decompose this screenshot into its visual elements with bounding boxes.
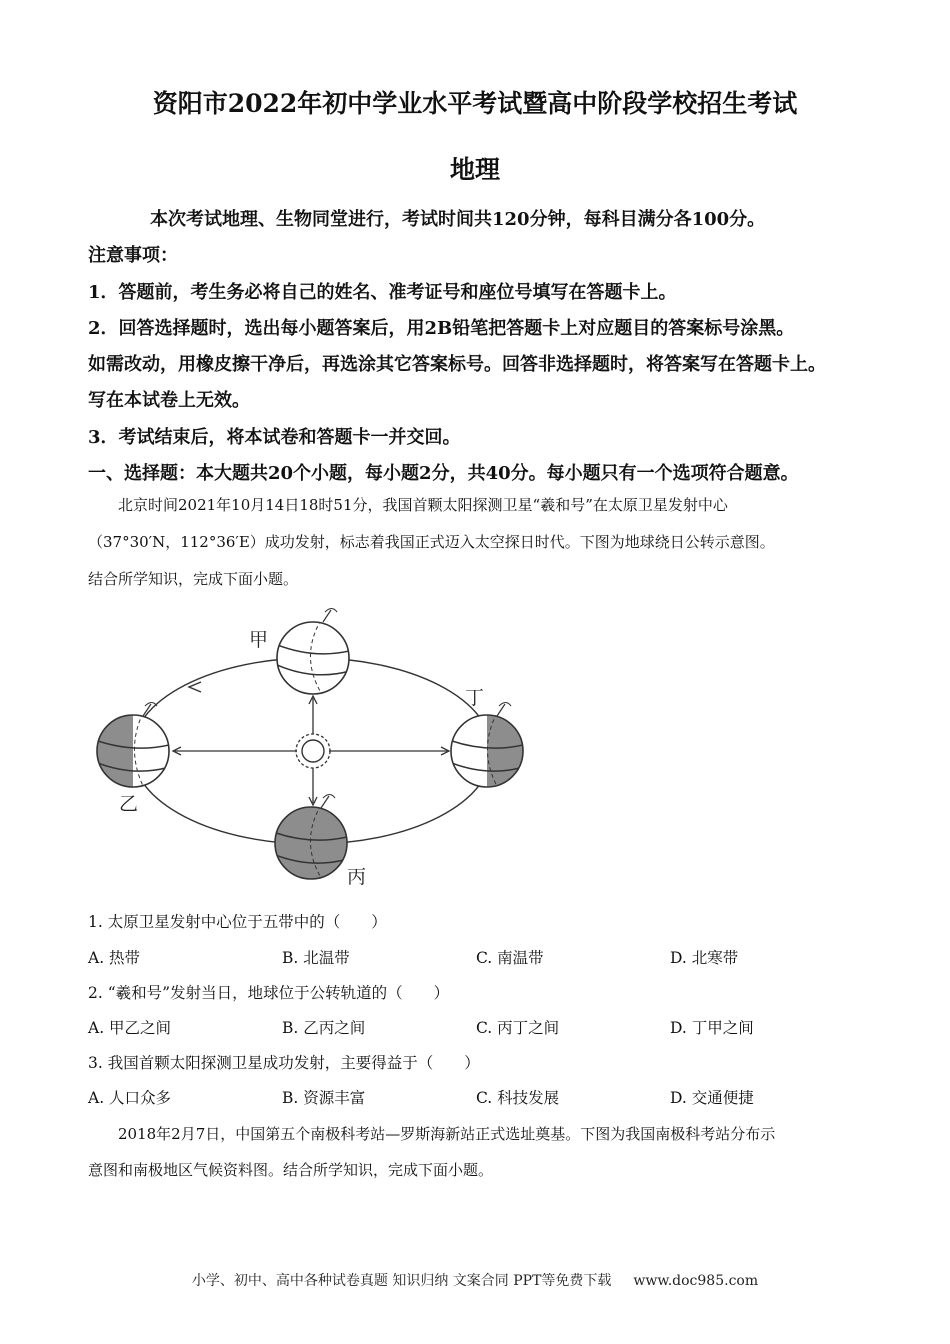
intro-text: 本次考试地理、生物同堂进行，考试时间共120分钟，每科目满分各100分。 (150, 209, 766, 230)
question-3-stem: 3. 我国首颗太阳探测卫星成功发射，主要得益于（ ） (88, 1054, 480, 1072)
footer-text: 小学、初中、高中各种试卷真题 知识归纳 文案合同 PPT等免费下载 (191, 1273, 612, 1289)
question-1-stem: 1. 太原卫星发射中心位于五带中的（ ） (88, 913, 387, 931)
earth-jia (275, 609, 353, 701)
q1-option-c: C. 南温带 (476, 949, 544, 967)
section-1-heading: 一、选择题：本大题共20个小题，每小题2分，共40分。每小题只有一个选项符合题意。 (88, 463, 799, 484)
passage-1-line-3: 结合所学知识，完成下面小题。 (88, 570, 299, 588)
q3-option-a: A. 人口众多 (88, 1089, 172, 1107)
label-jia: 甲 (249, 630, 269, 651)
earth-ding (449, 703, 527, 792)
q3-option-d: D. 交通便捷 (670, 1089, 754, 1107)
orbit-direction-arrow (189, 682, 201, 692)
earth-yi (95, 703, 173, 792)
label-ding: 丁 (465, 688, 485, 709)
q1-option-a: A. 热带 (88, 949, 141, 967)
q2-option-d: D. 丁甲之间 (670, 1019, 754, 1037)
passage-1-line-1: 北京时间2021年10月14日18时51分，我国首颗太阳探测卫星“羲和号”在太原卫星发射中心 (118, 496, 728, 514)
q1-option-b: B. 北温带 (282, 949, 350, 967)
notes-title: 注意事项： (88, 245, 178, 266)
subject-title: 地理 (449, 155, 500, 184)
exam-title: 资阳市2022年初中学业水平考试暨高中阶段学校招生考试 (152, 89, 798, 118)
passage-2-line-2: 意图和南极地区气候资料图。结合所学知识，完成下面小题。 (88, 1161, 494, 1179)
q3-option-c: C. 科技发展 (476, 1089, 560, 1107)
label-bing: 丙 (347, 867, 367, 888)
note-3: 3．考试结束后，将本试卷和答题卡一并交回。 (88, 427, 461, 448)
passage-1-line-2: （37°30′N，112°36′E）成功发射，标志着我国正式迈入太空探日时代。下图为地球绕日公转示意图。 (88, 533, 775, 551)
earth-revolution-diagram (85, 600, 545, 900)
note-2-line-3: 写在本试卷上无效。 (88, 390, 250, 411)
footer-url[interactable]: www.doc985.com (633, 1273, 759, 1289)
label-yi: 乙 (119, 794, 139, 815)
earth-bing (273, 795, 351, 882)
q1-option-d: D. 北寒带 (670, 949, 739, 967)
footer (0, 1270, 950, 1290)
note-1: 1．答题前，考生务必将自己的姓名、准考证号和座位号填写在答题卡上。 (88, 282, 677, 303)
sun-icon (296, 734, 330, 768)
note-2-line-2: 如需改动，用橡皮擦干净后，再选涂其它答案标号。回答非选择题时，将答案写在答题卡上。 (88, 354, 826, 375)
q2-option-b: B. 乙丙之间 (282, 1019, 366, 1037)
q2-option-a: A. 甲乙之间 (88, 1019, 172, 1037)
q2-option-c: C. 丙丁之间 (476, 1019, 560, 1037)
question-2-stem: 2. “羲和号”发射当日，地球位于公转轨道的（ ） (88, 984, 450, 1002)
q3-option-b: B. 资源丰富 (282, 1089, 366, 1107)
passage-2-line-1: 2018年2月7日，中国第五个南极科考站—罗斯海新站正式选址奠基。下图为我国南极科考站分布示 (118, 1125, 776, 1143)
note-2-line-1: 2．回答选择题时，选出每小题答案后，用2B铅笔把答题卡上对应题目的答案标号涂黑。 (88, 318, 795, 339)
